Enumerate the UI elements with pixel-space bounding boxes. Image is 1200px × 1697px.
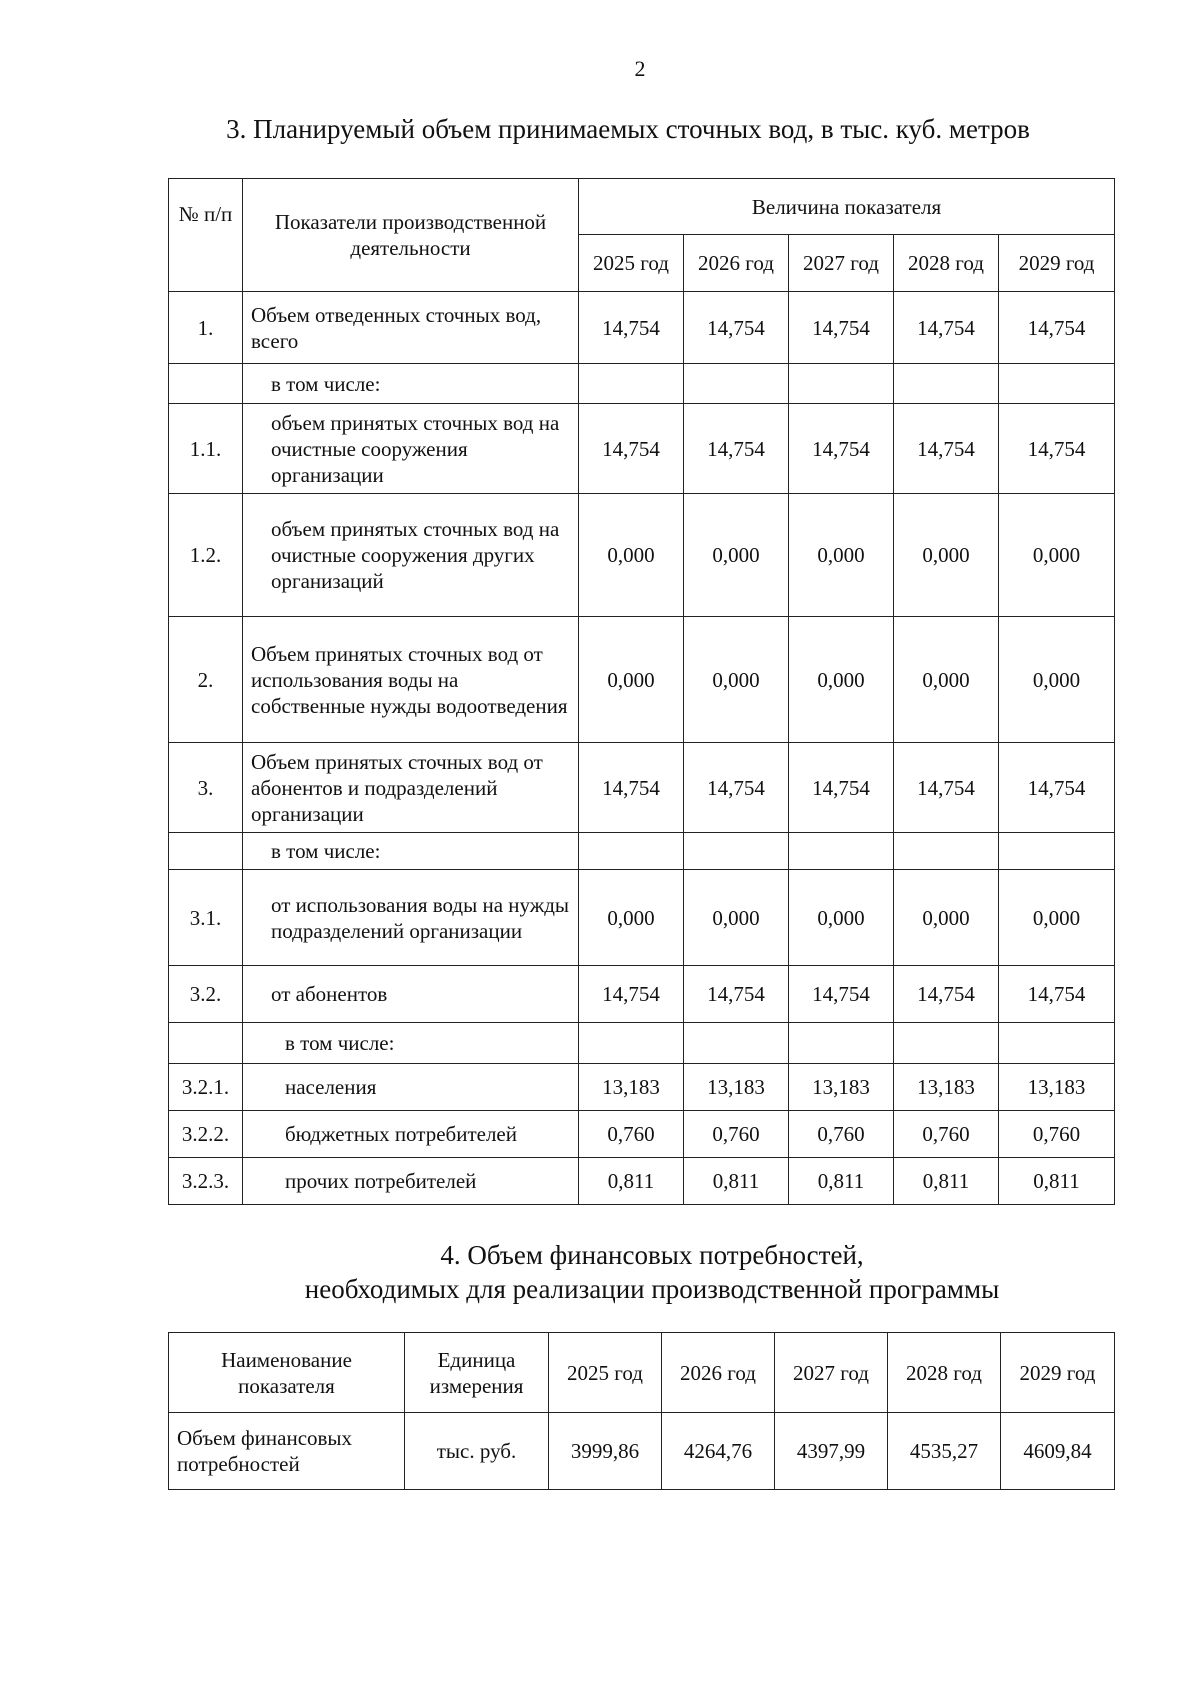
row-label: Объем отведенных сточных вод, всего xyxy=(243,292,579,364)
row-label: в том числе: xyxy=(243,833,579,870)
row-value: 14,754 xyxy=(579,404,684,494)
col-header-indicator: Показатели производственной деятельности xyxy=(243,179,579,292)
row-value xyxy=(789,1023,894,1064)
row-value xyxy=(684,364,789,404)
section-3-title: 3. Планируемый объем принимаемых сточных вод, в тыс. куб. метров xyxy=(226,114,1030,144)
row-value: 0,811 xyxy=(894,1158,999,1205)
row-num: 3.2.1. xyxy=(169,1064,243,1111)
col-header-name: Наименование показателя xyxy=(169,1333,405,1413)
row-label: объем принятых сточных вод на очистные сооружения организации xyxy=(243,404,579,494)
row-value: 0,000 xyxy=(684,617,789,743)
row-label: Объем принятых сточных вод от абонентов и подразделений организации xyxy=(243,743,579,833)
row-value: 0,000 xyxy=(999,870,1115,966)
row-label: в том числе: xyxy=(243,364,579,404)
col-header-year: 2025 год xyxy=(549,1333,662,1413)
row-value: 14,754 xyxy=(789,404,894,494)
row-value: 0,760 xyxy=(789,1111,894,1158)
row-value: 0,760 xyxy=(894,1111,999,1158)
row-value: 0,000 xyxy=(684,494,789,617)
row-value: 4535,27 xyxy=(888,1413,1001,1490)
section-4-title-line1: 4. Объем финансовых потребностей, xyxy=(440,1240,864,1270)
row-num: 1.1. xyxy=(169,404,243,494)
row-value: 0,000 xyxy=(684,870,789,966)
row-value xyxy=(894,833,999,870)
row-num: 1.2. xyxy=(169,494,243,617)
row-label: прочих потребителей xyxy=(243,1158,579,1205)
col-header-value-group: Величина показателя xyxy=(579,179,1115,235)
row-value: 0,811 xyxy=(684,1158,789,1205)
row-value: 13,183 xyxy=(684,1064,789,1111)
table-row xyxy=(169,617,1115,743)
row-value: 14,754 xyxy=(894,966,999,1023)
row-value xyxy=(999,833,1115,870)
row-value: 4264,76 xyxy=(662,1413,775,1490)
table-row xyxy=(169,404,1115,494)
row-value: 0,000 xyxy=(999,494,1115,617)
row-value: 4397,99 xyxy=(775,1413,888,1490)
row-value: 14,754 xyxy=(894,743,999,833)
row-value: 13,183 xyxy=(789,1064,894,1111)
row-value: 0,000 xyxy=(579,494,684,617)
row-num: 3.2. xyxy=(169,966,243,1023)
row-value: 14,754 xyxy=(789,743,894,833)
header-row xyxy=(169,1333,1115,1413)
row-num xyxy=(169,1023,243,1064)
row-value: 4609,84 xyxy=(1001,1413,1115,1490)
row-value xyxy=(999,364,1115,404)
row-value: 14,754 xyxy=(684,966,789,1023)
row-unit: тыс. руб. xyxy=(405,1413,549,1490)
row-label: населения xyxy=(243,1064,579,1111)
col-header-year: 2027 год xyxy=(789,235,894,292)
row-name: Объем финансовых потребностей xyxy=(169,1413,405,1490)
section-4-title-line2: необходимых для реализации производственной программы xyxy=(304,1274,1000,1304)
row-value: 14,754 xyxy=(894,292,999,364)
row-value: 14,754 xyxy=(579,292,684,364)
row-value: 13,183 xyxy=(999,1064,1115,1111)
row-value: 13,183 xyxy=(579,1064,684,1111)
col-header-num: № п/п xyxy=(169,179,243,292)
col-header-unit: Единица измерения xyxy=(405,1333,549,1413)
row-label: бюджетных потребителей xyxy=(243,1111,579,1158)
section-4-title xyxy=(52,1238,1200,1306)
table-row xyxy=(169,1023,1115,1064)
table-row xyxy=(169,494,1115,617)
row-num: 3.2.2. xyxy=(169,1111,243,1158)
row-value: 0,760 xyxy=(999,1111,1115,1158)
row-num: 3. xyxy=(169,743,243,833)
row-value xyxy=(894,364,999,404)
table-row xyxy=(169,966,1115,1023)
row-label: в том числе: xyxy=(243,1023,579,1064)
financial-needs-table xyxy=(168,1332,1115,1490)
row-value: 0,000 xyxy=(789,870,894,966)
row-value: 0,000 xyxy=(999,617,1115,743)
row-value: 14,754 xyxy=(999,292,1115,364)
row-value: 0,811 xyxy=(999,1158,1115,1205)
col-header-year: 2029 год xyxy=(1001,1333,1115,1413)
row-value: 0,000 xyxy=(789,494,894,617)
table-row xyxy=(169,870,1115,966)
row-value: 14,754 xyxy=(684,292,789,364)
row-num xyxy=(169,833,243,870)
table-row xyxy=(169,1158,1115,1205)
row-value xyxy=(789,364,894,404)
row-num xyxy=(169,364,243,404)
row-label: от использования воды на нужды подразделений организации xyxy=(243,870,579,966)
row-value xyxy=(579,364,684,404)
col-header-year: 2028 год xyxy=(894,235,999,292)
row-value: 0,000 xyxy=(894,494,999,617)
col-header-year: 2029 год xyxy=(999,235,1115,292)
col-header-year: 2026 год xyxy=(662,1333,775,1413)
row-num: 3.2.3. xyxy=(169,1158,243,1205)
row-value: 0,760 xyxy=(579,1111,684,1158)
page-number: 2 xyxy=(634,56,646,81)
row-num: 1. xyxy=(169,292,243,364)
col-header-year: 2025 год xyxy=(579,235,684,292)
row-value: 0,000 xyxy=(579,870,684,966)
row-value: 0,000 xyxy=(579,617,684,743)
row-value: 14,754 xyxy=(789,292,894,364)
row-value: 14,754 xyxy=(684,404,789,494)
table-row xyxy=(169,292,1115,364)
row-value: 0,811 xyxy=(789,1158,894,1205)
row-value: 14,754 xyxy=(579,743,684,833)
row-value: 0,760 xyxy=(684,1111,789,1158)
table-row xyxy=(169,833,1115,870)
row-value: 3999,86 xyxy=(549,1413,662,1490)
row-value: 14,754 xyxy=(579,966,684,1023)
row-value: 13,183 xyxy=(894,1064,999,1111)
row-value xyxy=(894,1023,999,1064)
col-header-year: 2026 год xyxy=(684,235,789,292)
col-header-year: 2027 год xyxy=(775,1333,888,1413)
row-value: 14,754 xyxy=(789,966,894,1023)
row-label: Объем принятых сточных вод от использования воды на собственные нужды водоотведения xyxy=(243,617,579,743)
row-value: 0,811 xyxy=(579,1158,684,1205)
row-value: 14,754 xyxy=(999,743,1115,833)
wastewater-volume-table xyxy=(168,178,1115,1205)
row-value: 0,000 xyxy=(894,870,999,966)
row-num: 2. xyxy=(169,617,243,743)
table-row xyxy=(169,364,1115,404)
row-value: 14,754 xyxy=(684,743,789,833)
row-value: 14,754 xyxy=(999,404,1115,494)
table-row xyxy=(169,1111,1115,1158)
row-value xyxy=(579,833,684,870)
table-row xyxy=(169,743,1115,833)
row-value xyxy=(579,1023,684,1064)
row-value: 14,754 xyxy=(894,404,999,494)
row-value xyxy=(789,833,894,870)
row-value xyxy=(684,1023,789,1064)
row-value: 14,754 xyxy=(999,966,1115,1023)
table-row xyxy=(169,1413,1115,1490)
row-value xyxy=(684,833,789,870)
row-value: 0,000 xyxy=(789,617,894,743)
row-label: от абонентов xyxy=(243,966,579,1023)
row-value xyxy=(999,1023,1115,1064)
row-label: объем принятых сточных вод на очистные сооружения других организаций xyxy=(243,494,579,617)
col-header-year: 2028 год xyxy=(888,1333,1001,1413)
table-row xyxy=(169,1064,1115,1111)
row-value: 0,000 xyxy=(894,617,999,743)
row-num: 3.1. xyxy=(169,870,243,966)
